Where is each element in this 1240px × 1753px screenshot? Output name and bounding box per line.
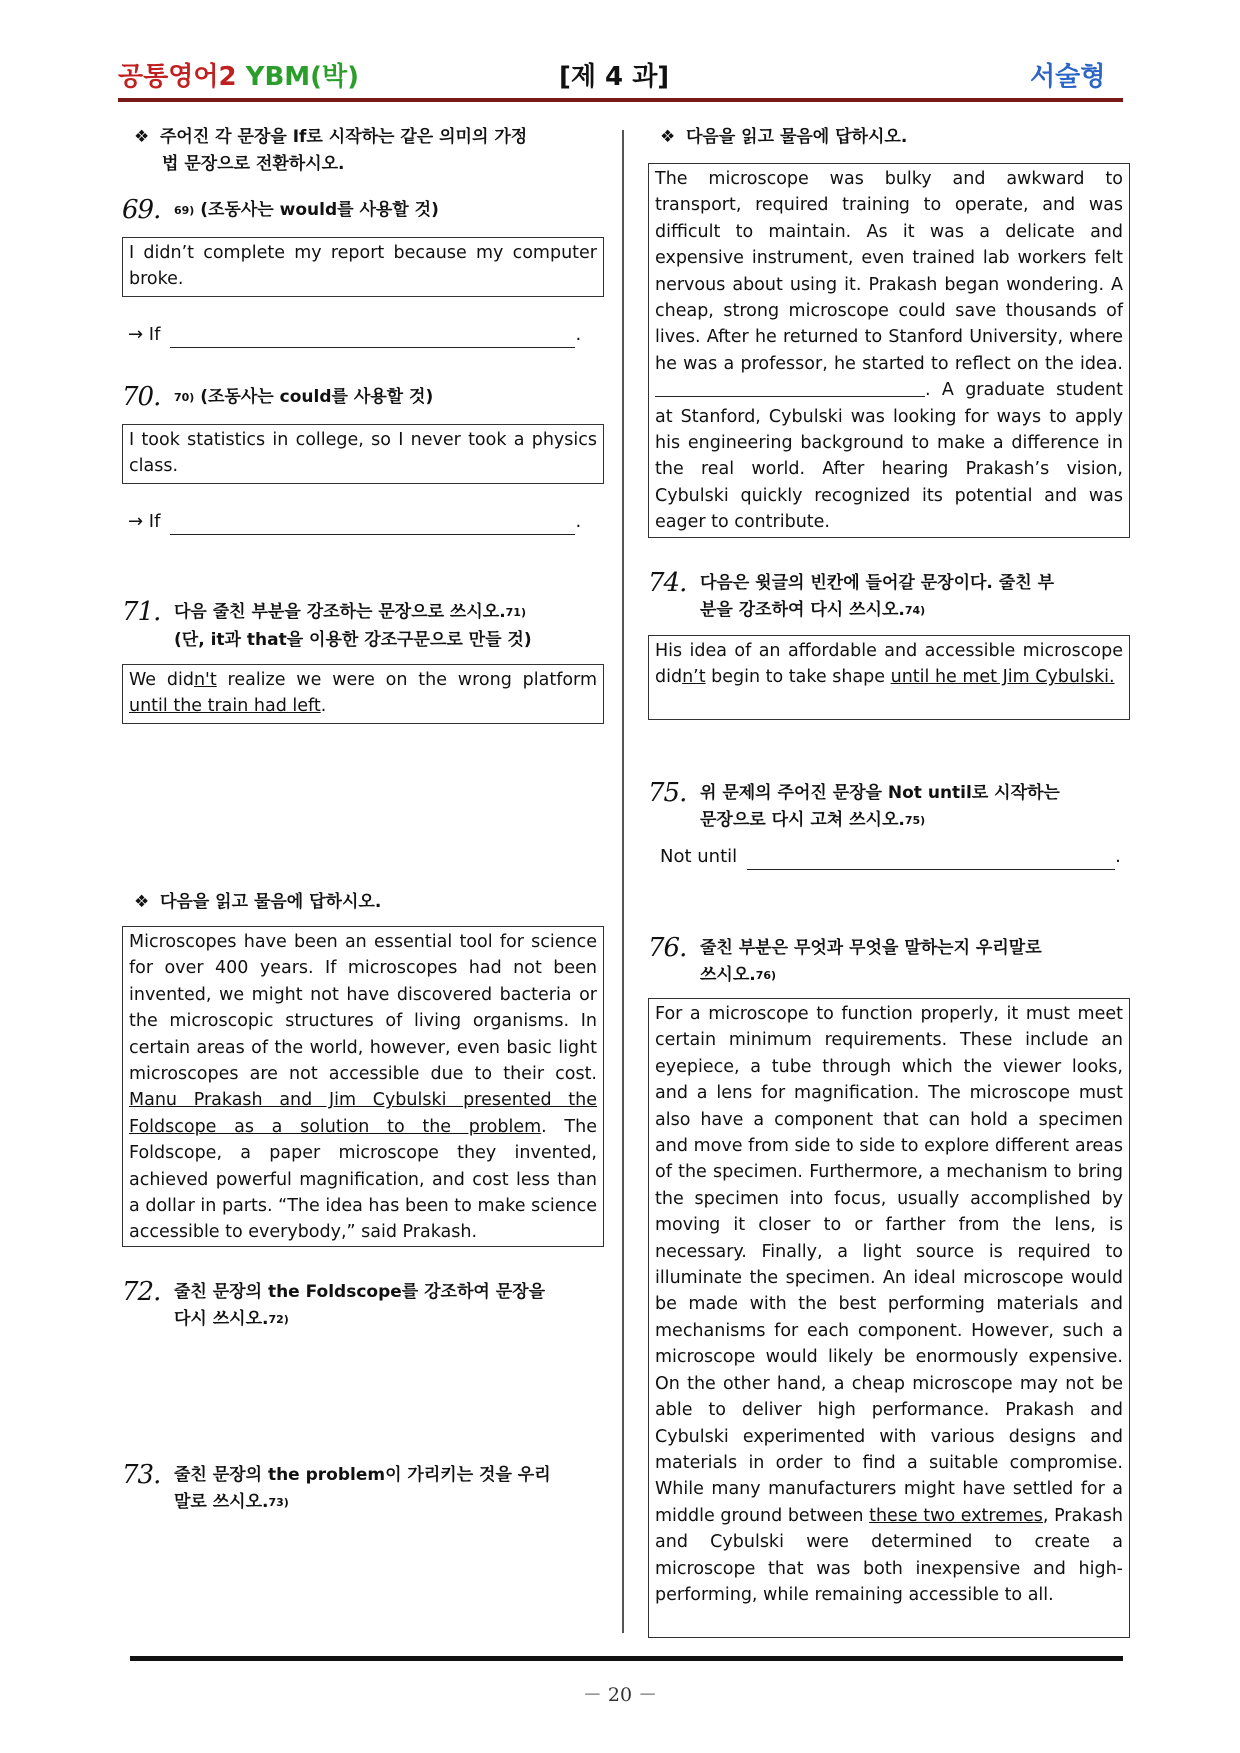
passage-text-2: . The Foldscope, a paper microscope they invented, achieved powerful magnification, and cost less than a dollar in parts. “The idea has been to make science accessible to everybody,” said Prakash.	[129, 1116, 597, 1243]
question-text-1: 줄친 문장의 the Foldscope를 강조하여 문장을	[174, 1282, 546, 1302]
question-74	[648, 570, 1130, 625]
instruction-read-right	[660, 124, 1130, 151]
question-text: (조동사는 could를 사용할 것)	[200, 387, 434, 407]
answer-end: .	[575, 511, 582, 532]
footnote-ref: 73)	[268, 1496, 289, 1509]
question-number: 73.	[122, 1460, 161, 1490]
passage-underlined-phrase: these two extremes	[869, 1505, 1043, 1526]
foldscope-passage-box	[122, 926, 604, 1247]
question-text-1: 줄친 문장의 the problem이 가리키는 것을 우리	[174, 1465, 551, 1485]
passage-text-2: , Prakash and Cybulski were determined to create a microscope that was both inexpensive and high-performing, while remaining accessible to all.	[655, 1505, 1123, 1605]
question-76	[648, 935, 1130, 990]
answer-blank[interactable]	[170, 514, 575, 535]
q74-sentence-a: His idea of an affordable and accessible microscope did	[655, 641, 1123, 688]
question-text-2: 문장으로 다시 고쳐 쓰시오.	[700, 810, 905, 830]
answer-prompt: Not until	[660, 846, 738, 867]
question-number: 71.	[122, 597, 161, 627]
answer-blank[interactable]	[170, 327, 575, 348]
footer-rule	[130, 1656, 1123, 1661]
instruction-conditional	[134, 124, 604, 178]
question-number: 72.	[122, 1277, 161, 1307]
question-text-2: (단, it과 that을 이용한 강조구문으로 만들 것)	[174, 630, 532, 650]
q74-sentence-c: begin to take shape	[705, 667, 891, 688]
q70-sentence-box	[122, 424, 604, 484]
question-69	[122, 197, 602, 225]
q74-underlined-phrase: until he met Jim Cybulski.	[890, 667, 1115, 688]
passage-blank[interactable]	[655, 378, 925, 397]
header-type: 서술형	[1030, 62, 1106, 92]
bullet-icon: ❖	[134, 892, 150, 912]
instruction-read-left	[134, 889, 604, 916]
instruction-text-2: 법 문장으로 전환하시오.	[162, 154, 345, 174]
answer-prompt: → If	[128, 511, 161, 532]
answer-prompt: → If	[128, 324, 161, 345]
q69-sentence: I didn’t complete my report because my computer broke.	[129, 243, 597, 290]
q71-sentence-box	[122, 664, 604, 724]
passage-text-1: Microscopes have been an essential tool for science for over 400 years. If microscopes had not been invented, we might not have discovered bacteria or the microscopic structures of living organisms. In certain areas of the world, however, even basic light microscopes are not accessible due to their cost.	[129, 932, 597, 1085]
prakash-passage-box	[648, 163, 1130, 538]
bullet-icon: ❖	[660, 127, 676, 147]
footnote-ref: 69)	[174, 204, 195, 217]
question-text-2: 쓰시오.	[700, 965, 756, 985]
question-number: 70.	[122, 382, 161, 412]
question-71	[122, 599, 602, 654]
passage-text-1: The microscope was bulky and awkward to transport, required training to operate, and was difficult to maintain. As it was a delicate and expensive instrument, even trained lab workers felt nervous about using it. Prakash began wondering. A cheap, strong microscope could save thousands of lives. After he returned to Stanford University, where he was a professor, he started to reflect on the idea.	[655, 169, 1123, 374]
header-publisher: YBM(박)	[245, 62, 360, 92]
q69-sentence-box	[122, 237, 604, 297]
footnote-ref: 74)	[904, 604, 926, 617]
instruction-text: 다음을 읽고 물음에 답하시오.	[686, 127, 908, 147]
footnote-ref: 71)	[505, 606, 526, 619]
header-rule	[118, 98, 1123, 102]
q75-answer-line	[660, 844, 1121, 870]
question-text-2: 말로 쓰시오.	[174, 1492, 269, 1512]
answer-end: .	[1115, 846, 1121, 867]
question-text-1: 줄친 부분은 무엇과 무엇을 말하는지 우리말로	[700, 938, 1042, 958]
page-number: － 20 －	[582, 1684, 658, 1706]
header-subject	[118, 56, 359, 93]
footnote-ref: 70)	[174, 391, 195, 404]
column-divider	[622, 130, 624, 1633]
requirements-passage-box	[648, 998, 1130, 1638]
q71-sentence-e: .	[320, 696, 327, 717]
question-70	[122, 384, 602, 412]
answer-blank[interactable]	[747, 849, 1115, 870]
question-text-2: 분을 강조하여 다시 쓰시오.	[700, 600, 905, 620]
instruction-text-1: 주어진 각 문장을 If로 시작하는 같은 의미의 가정	[160, 127, 528, 147]
question-number: 76.	[648, 933, 687, 963]
question-73	[122, 1462, 602, 1517]
q71-underlined-phrase: until the train had left	[129, 696, 321, 717]
header-lesson: [제 4 과]	[559, 62, 670, 92]
q74-sentence-box	[648, 635, 1130, 720]
passage-text-2: . A graduate student at Stanford, Cybulski was looking for ways to apply his engineering background to make a difference in the real world. After hearing Prakash’s vision, Cybulski quickly recognized its potential and was eager to contribute.	[655, 380, 1123, 533]
q69-answer-line	[128, 322, 581, 348]
passage-text-1: For a microscope to function properly, it must meet certain minimum requirements. These include an eyepiece, a tube through which the viewer looks, and a lens for magnification. The microscope must also have a component that can hold a specimen and move from side to side to explore different areas of the specimen. Furthermore, a mechanism to bring the specimen into focus, usually accomplished by moving it closer to or farther from the lens, is necessary. Finally, a light source is required to illuminate the specimen. An ideal microscope would be made with the best performing materials and mechanisms for each component. However, such a microscope would likely be enormously expensive. On the other hand, a cheap microscope may not be able to deliver high performance. Prakash and Cybulski experimented with various designs and materials in order to find a suitable compromise. While many manufacturers might have settled for a middle ground between	[655, 1004, 1123, 1526]
question-text-1: 다음 줄친 부분을 강조하는 문장으로 쓰시오.	[174, 602, 506, 622]
footnote-ref: 76)	[755, 969, 777, 982]
footnote-ref: 72)	[268, 1313, 289, 1326]
q71-sentence-a: We did	[129, 670, 194, 690]
question-text-1: 다음은 윗글의 빈칸에 들어갈 문장이다. 줄친 부	[700, 573, 1054, 593]
question-text: (조동사는 would를 사용할 것)	[200, 200, 439, 220]
question-text-2: 다시 쓰시오.	[174, 1309, 269, 1329]
question-72	[122, 1279, 602, 1334]
footnote-ref: 75)	[904, 814, 926, 827]
q71-sentence-c: realize we were on the wrong platform	[216, 670, 597, 690]
q71-underlined-nt: n't	[193, 670, 217, 690]
question-number: 69.	[122, 195, 161, 225]
question-number: 74.	[648, 568, 687, 598]
answer-end: .	[575, 324, 582, 345]
instruction-text: 다음을 읽고 물음에 답하시오.	[160, 892, 382, 912]
passage-underlined-sentence: Manu Prakash and Jim Cybulski presented the Foldscope as a solution to the problem	[129, 1090, 597, 1137]
q70-sentence: I took statistics in college, so I never took a physics class.	[129, 430, 597, 477]
bullet-icon: ❖	[134, 127, 150, 147]
q74-underlined-nt: n’t	[682, 667, 706, 688]
question-75	[648, 780, 1130, 835]
question-text-1: 위 문제의 주어진 문장을 Not until로 시작하는	[700, 783, 1060, 803]
q70-answer-line	[128, 509, 581, 535]
question-number: 75.	[648, 778, 687, 808]
header-subject-name: 공통영어2	[118, 62, 237, 92]
